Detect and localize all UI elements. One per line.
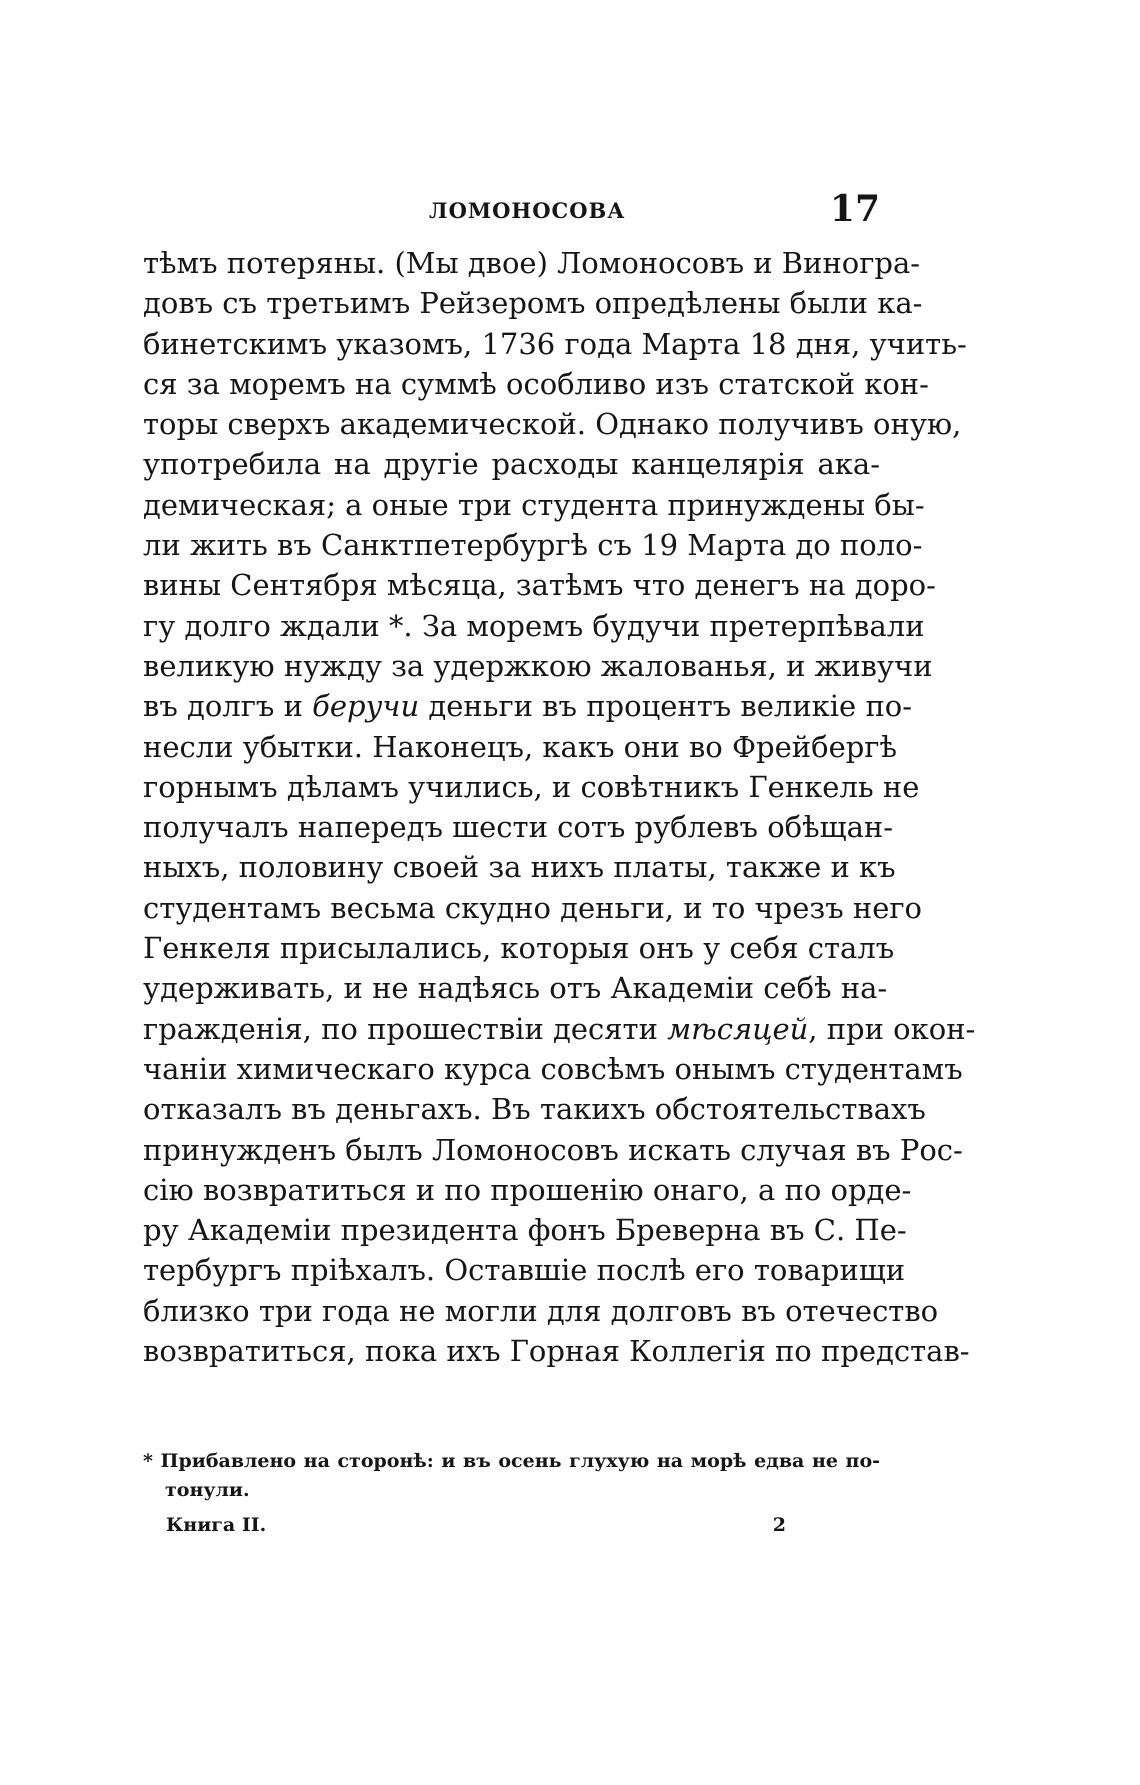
text-line: бинетскимъ указомъ, 1736 года Марта 18 дня, учить- — [143, 326, 967, 361]
text-line: вины Сентября мѣсяца, затѣмъ что денегъ на доро- — [143, 568, 936, 603]
signature-label: Книга II. — [166, 1514, 267, 1536]
text-line: ли жить въ Санктпетербургѣ съ 19 Марта до поло- — [143, 528, 923, 563]
text-line: студентамъ весьма скудно деньги, и то чрезъ него — [143, 890, 923, 925]
text-line: гу долго ждали *. За моремъ будучи претерпѣвали — [143, 608, 925, 643]
italic-word: мѣсяцей — [667, 1011, 809, 1046]
text-line: довъ съ третьимъ Рейзеромъ опредѣлены были ка- — [143, 286, 923, 321]
text-line: великую нужду за удержкою жалованья, и живучи — [143, 648, 933, 683]
body-text — [143, 243, 976, 1371]
text-line: получалъ напередъ шести сотъ рублевъ обѣщан- — [143, 810, 894, 845]
text-line: ру Академіи президента фонъ Бреверна въ С. Пе- — [143, 1213, 907, 1248]
text-line: употребила на другіе расходы канцелярія ака- — [143, 447, 880, 482]
text-line: ся за моремъ на суммѣ особливо изъ статской кон- — [143, 366, 929, 401]
page-header — [143, 188, 880, 232]
printer-signature — [166, 1514, 786, 1544]
footnote-line: тонули. — [165, 1479, 250, 1501]
text-line: демическая; а оные три студента принуждены бы- — [143, 487, 925, 522]
text-line: торы сверхъ академической. Однако получивъ оную, — [143, 407, 962, 442]
text-run: , при окон- — [808, 1011, 976, 1046]
text-line: принужденъ былъ Ломоносовъ искать случая въ Рос- — [143, 1132, 963, 1167]
italic-word: беручи — [312, 689, 420, 724]
text-line-mixed — [143, 1009, 976, 1049]
signature-number: 2 — [772, 1514, 786, 1536]
text-line: отказалъ въ деньгахъ. Въ такихъ обстоятельствахъ — [143, 1092, 926, 1127]
text-line: тербургъ пріѣхалъ. Оставшіе послѣ его товарищи — [143, 1253, 906, 1288]
text-line: возвратиться, пока ихъ Горная Коллегія по представ- — [143, 1334, 970, 1369]
text-line: удерживать, и не надѣясь отъ Академіи себѣ на- — [143, 971, 888, 1006]
text-line: чаніи химическаго курса совсѣмъ онымъ студентамъ — [143, 1051, 963, 1086]
text-line: горнымъ дѣламъ учились, и совѣтникъ Генкель не — [143, 769, 920, 804]
text-line: ныхъ, половину своей за нихъ платы, также и къ — [143, 850, 896, 885]
text-line: тѣмъ потеряны. (Мы двое) Ломоносовъ и Виногра- — [143, 246, 921, 280]
page-number: 17 — [829, 188, 880, 230]
text-line: несли убытки. Наконецъ, какъ они во Фрейбергѣ — [143, 729, 897, 764]
text-run: гражденія, по прошествіи десяти — [143, 1011, 668, 1046]
text-line: сію возвратиться и по прошенію онаго, а по орде- — [143, 1172, 912, 1207]
text-line: Генкеля присылались, которыя онъ у себя сталъ — [143, 931, 895, 966]
running-head: ЛОМОНОСОВА — [429, 198, 626, 223]
text-line: близко три года не могли для долговъ въ отечество — [143, 1293, 939, 1328]
text-run: деньги въ процентъ великіе по- — [419, 689, 913, 724]
footnote — [143, 1447, 880, 1505]
text-run: въ долгъ и — [143, 689, 313, 724]
footnote-line: * Прибавлено на сторонѣ: и въ осень глухую на морѣ едва не по- — [143, 1450, 880, 1472]
text-line-mixed — [143, 686, 913, 726]
